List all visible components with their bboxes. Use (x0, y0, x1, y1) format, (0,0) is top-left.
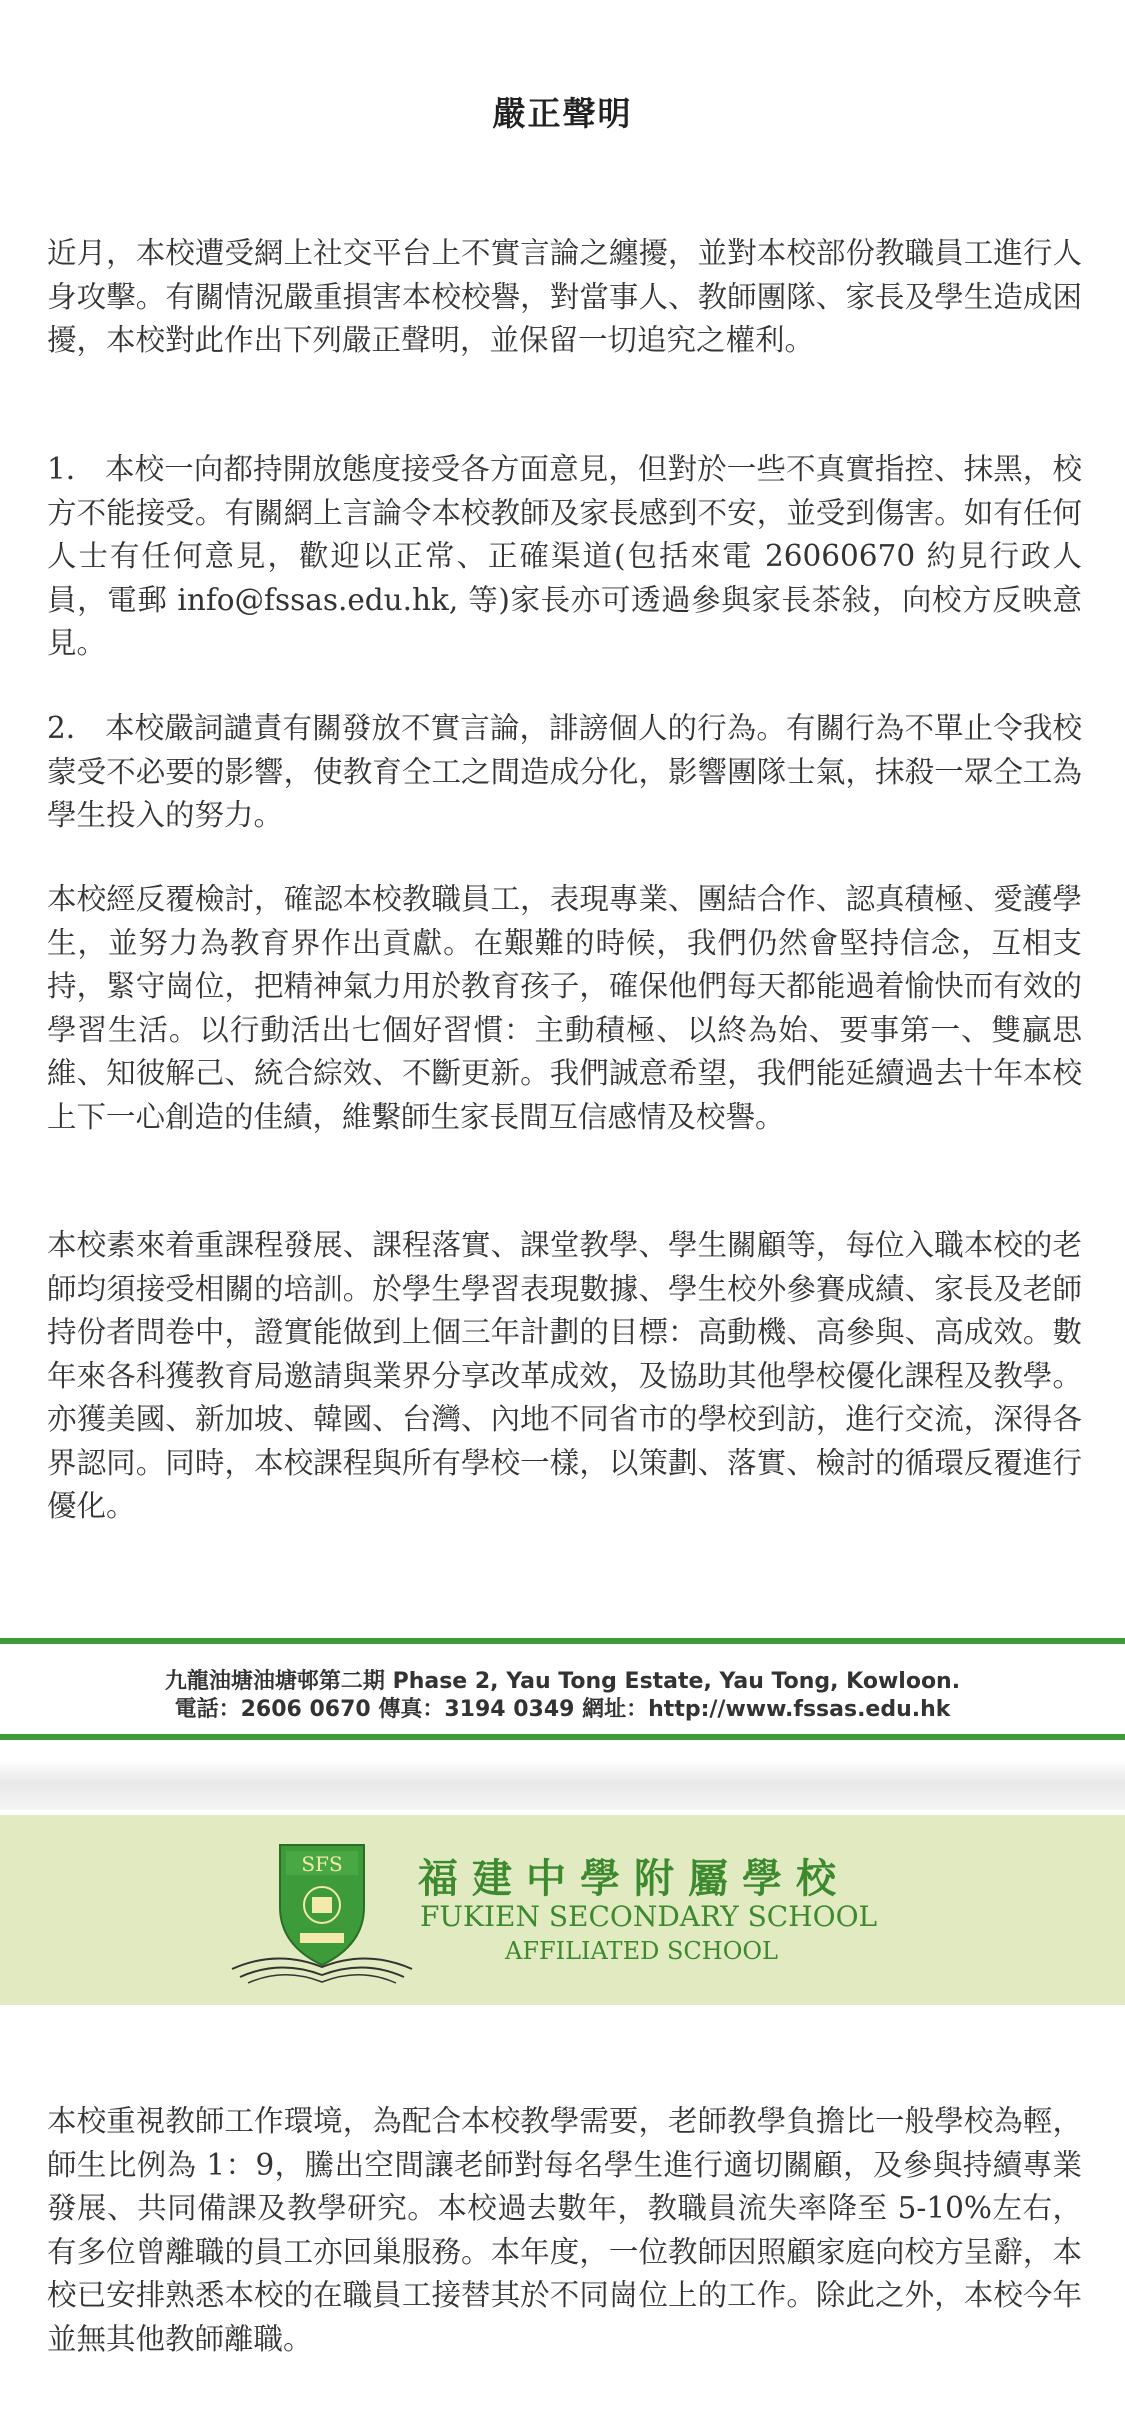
footer-address: 九龍油塘油塘邨第二期 Phase 2, Yau Tong Estate, Yau Tong, Kowloon. (164, 1669, 961, 1694)
footer-divider-bottom (0, 1734, 1125, 1740)
school-crest-icon (222, 1837, 422, 1987)
footer-divider-top (0, 1638, 1125, 1644)
paragraph-curriculum: 本校素來着重課程發展、課程落實、課堂教學、學生關顧等，每位入職本校的老師均須接受相關的培訓。於學生學習表現數據、學生校外參賽成績、家長及老師持份者問卷中，證實能做到上個三年計劃的目標：高動機、高參與、高成效。數年來各科獲教育局邀請與業界分享改革成效，及協助其他學校優化課程及教學。亦獲美國、新加坡、韓國、台灣、內地不同省市的學校到訪，進行交流，深得各界認同。同時，本校課程與所有學校一樣，以策劃、落實、檢討的循環反覆進行優化。 (47, 1228, 1082, 1523)
crest-letters: SFS (301, 1852, 343, 1876)
school-name-chinese: 福建中學附屬學校 (418, 1855, 850, 1902)
school-name-english-sub: AFFILIATED SCHOOL (505, 1937, 778, 1965)
document-title: 嚴正聲明 (492, 94, 633, 133)
paragraph-review: 本校經反覆檢討，確認本校教職員工，表現專業、團結合作、認真積極、愛護學生，並努力為教育界作出貢獻。在艱難的時候，我們仍然會堅持信念，互相支持，緊守崗位，把精神氣力用於教育孩子，確保他們每天都能過着愉快而有效的學習生活。以行動活出七個好習慣：主動積極、以終為始、要事第一、雙贏思維、知彼解己、統合綜效、不斷更新。我們誠意希望，我們能延續過去十年本校上下一心創造的佳績，維繫師生家長間互信感情及校譽。 (47, 882, 1082, 1134)
school-letterhead (0, 1815, 1125, 2005)
paragraph-point-1: 1． 本校一向都持開放態度接受各方面意見，但對於一些不真實指控、抹黑，校方不能接受。有關網上言論令本校教師及家長感到不安，並受到傷害。如有任何人士有任何意見，歡迎以正常、正確渠道(包括來電 26060670 約見行政人員，電郵 info@fssas.edu.hk, 等)家長亦可透過參與家長茶敍，向校方反映意見。 (47, 452, 1082, 660)
school-name-english: FUKIEN SECONDARY SCHOOL (420, 1900, 878, 1933)
paragraph-staffing: 本校重視教師工作環境，為配合本校教學需要，老師教學負擔比一般學校為輕，師生比例為 1：9，騰出空間讓老師對每名學生進行適切關顧，及參與持續專業發展、共同備課及教學研究。本校過去數年，教職員流失率降至 5-10%左右，有多位曾離職的員工亦回巢服務。本年度，一位教師因照顧家庭向校方呈辭，本校已安排熟悉本校的在職員工接替其於不同崗位上的工作。除此之外，本校今年並無其他教師離職。 (47, 2104, 1082, 2356)
paragraph-intro: 近月，本校遭受網上社交平台上不實言論之纏擾，並對本校部份教職員工進行人身攻擊。有關情況嚴重損害本校校譽，對當事人、教師團隊、家長及學生造成困擾，本校對此作出下列嚴正聲明，並保留一切追究之權利。 (47, 236, 1082, 357)
paragraph-point-2: 2． 本校嚴詞譴責有關發放不實言論，誹謗個人的行為。有關行為不單止令我校蒙受不必要的影響，使教育仝工之間造成分化，影響團隊士氣，抹殺一眾仝工為學生投入的努力。 (47, 711, 1082, 832)
page-break (0, 1760, 1125, 1810)
footer-contact: 電話：2606 0670 傳真：3194 0349 網址：http://www.fssas.edu.hk (174, 1697, 951, 1722)
